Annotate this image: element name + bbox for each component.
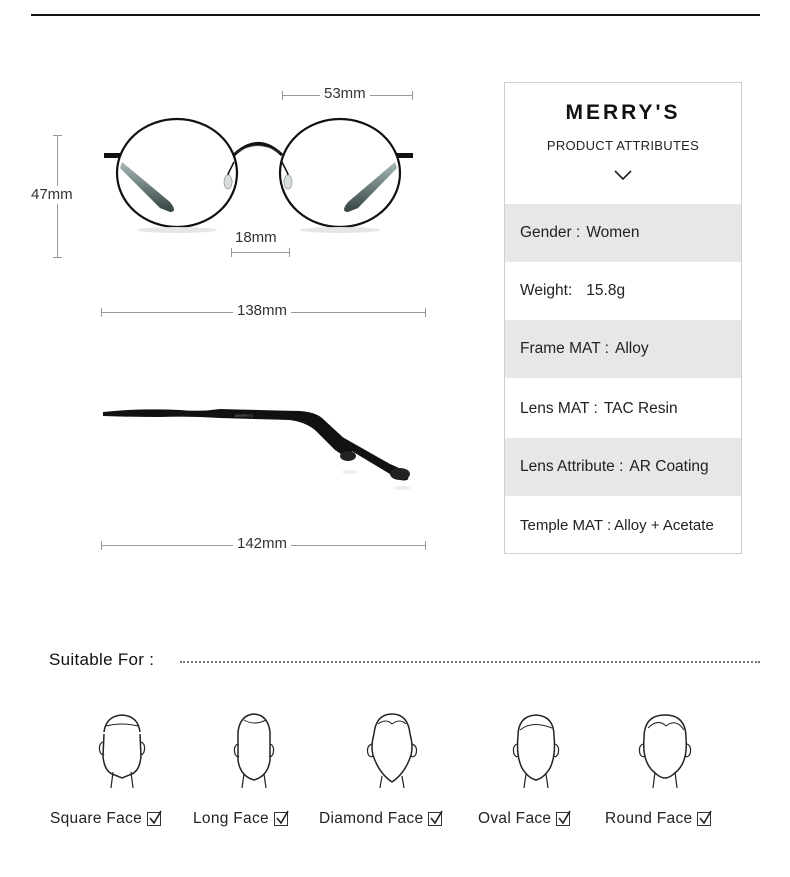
attribute-key: Lens MAT : [520,400,598,417]
check-icon [697,812,711,826]
attribute-key: Lens Attribute : [520,458,624,475]
diamond-face-icon [362,712,422,790]
brand-logo: MERRY'S [565,101,681,124]
attribute-value: Alloy [615,340,649,357]
tick [101,541,102,550]
check-icon [147,812,161,826]
attribute-row-frame-material [505,320,741,378]
bridge-line [231,252,289,253]
face-option-diamond [319,810,442,828]
face-option-long [193,810,288,828]
square-face-icon [94,712,150,790]
lens-width-label: 53mm [320,85,370,103]
dotted-divider [180,661,760,663]
attribute-key: Weight: [520,282,573,299]
attribute-value: Women [586,224,640,241]
glasses-front-view [100,110,420,240]
tick [289,248,290,257]
tick [412,91,413,100]
attribute-value: 15.8g [586,282,626,299]
oval-face-icon [508,712,564,790]
product-attributes-panel [504,82,742,554]
tick [425,308,426,317]
face-label: Diamond Face [319,810,424,827]
tick [53,257,62,258]
check-icon [428,812,442,826]
attribute-key: Gender : [520,224,581,241]
round-face-icon [636,712,694,790]
face-label: Long Face [193,810,269,827]
frame-width-label: 138mm [233,302,291,320]
svg-text:MERRY'S: MERRY'S [235,413,253,418]
face-label: Round Face [605,810,693,827]
face-label: Square Face [50,810,143,827]
temple-length-label: 142mm [233,535,291,553]
attribute-key: Frame MAT : [520,340,609,357]
tick [425,541,426,550]
tick [282,91,283,100]
face-option-oval [478,810,570,828]
attribute-row-lens-attribute [505,438,741,496]
attribute-value: Alloy + Acetate [614,516,714,534]
check-icon [274,812,288,826]
attribute-value: TAC Resin [603,400,678,417]
attribute-key: Temple MAT : [520,516,612,534]
bridge-label: 18mm [231,229,281,247]
suitable-for-heading: Suitable For : [49,650,155,669]
tick [101,308,102,317]
face-label: Oval Face [478,810,552,827]
attribute-row-weight [505,262,741,320]
attributes-title: PRODUCT ATTRIBUTES [546,138,700,153]
attribute-row-temple-material [505,496,741,554]
chevron-down-icon [613,169,633,181]
attribute-row-gender [505,204,741,262]
tick [53,135,62,136]
tick [231,248,232,257]
check-icon [556,812,570,826]
face-option-square [50,810,161,828]
attribute-value: AR Coating [629,458,709,475]
long-face-icon [228,712,280,790]
top-divider [31,14,760,16]
face-option-round [605,810,711,828]
lens-height-label: 47mm [27,186,77,204]
attribute-row-lens-material [505,380,741,438]
glasses-side-view [100,400,420,500]
